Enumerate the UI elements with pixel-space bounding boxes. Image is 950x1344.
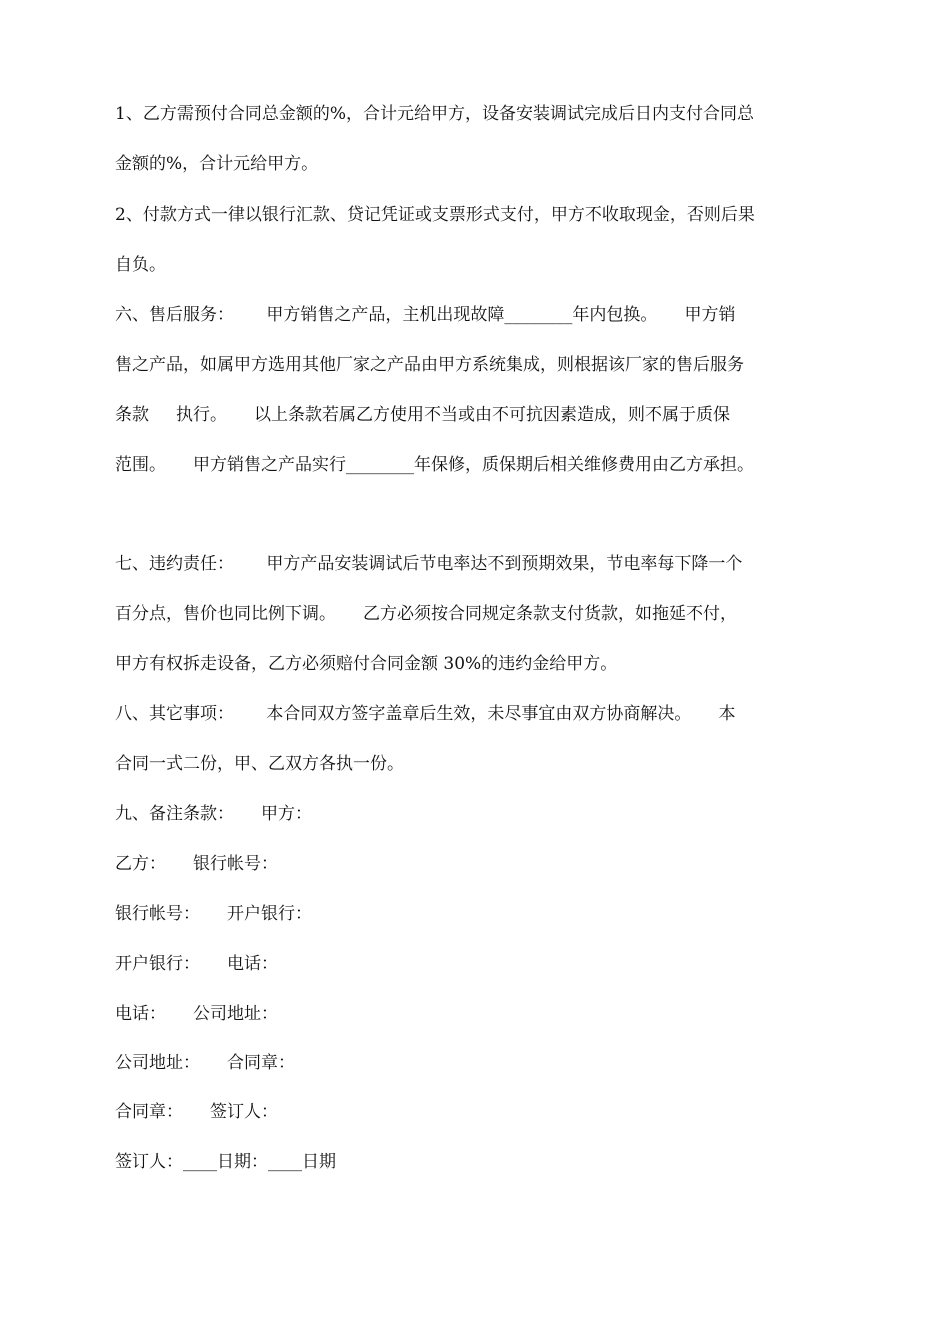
after-sales-line-4: 范围。 甲方销售之产品实行________年保修，质保期后相关维修费用由乙方承担。 — [115, 455, 755, 475]
signature-date-line: 签订人：____日期：____日期 — [115, 1152, 336, 1172]
signature-line-3: 开户银行： 电话： — [115, 954, 279, 974]
signature-line-4: 电话： 公司地址： — [115, 1004, 279, 1024]
payment-clause-2-line-2: 自负。 — [115, 255, 166, 275]
signature-line-6: 合同章： 签订人： — [115, 1102, 279, 1122]
payment-clause-1-line-2: 金额的%，合计元给甲方。 — [115, 154, 319, 174]
other-matters-line-1: 八、其它事项： 本合同双方签字盖章后生效，未尽事宜由双方协商解决。 本 — [115, 704, 736, 724]
after-sales-line-2: 售之产品，如属甲方选用其他厂家之产品由甲方系统集成，则根据该厂家的售后服务 — [115, 355, 744, 375]
remarks-line: 九、备注条款： 甲方： — [115, 804, 313, 824]
liability-line-3: 甲方有权拆走设备，乙方必须赔付合同金额 30%的违约金给甲方。 — [115, 654, 618, 674]
liability-line-1: 七、违约责任： 甲方产品安装调试后节电率达不到预期效果，节电率每下降一个 — [115, 554, 743, 574]
signature-line-1: 乙方： 银行帐号： — [115, 854, 279, 874]
signature-line-5: 公司地址： 合同章： — [115, 1053, 296, 1073]
other-matters-line-2: 合同一式二份，甲、乙双方各执一份。 — [115, 754, 404, 774]
after-sales-line-1: 六、售后服务： 甲方销售之产品，主机出现故障________年内包换。 甲方销 — [115, 305, 736, 325]
payment-clause-2-line-1: 2、付款方式一律以银行汇款、贷记凭证或支票形式支付，甲方不收取现金，否则后果 — [115, 205, 755, 225]
payment-clause-1-line-1: 1、乙方需预付合同总金额的%，合计元给甲方，设备安装调试完成后日内支付合同总 — [115, 104, 754, 124]
liability-line-2: 百分点，售价也同比例下调。 乙方必须按合同规定条款支付货款，如拖延不付， — [115, 604, 738, 624]
signature-line-2: 银行帐号： 开户银行： — [115, 904, 313, 924]
after-sales-line-3: 条款 执行。 以上条款若属乙方使用不当或由不可抗因素造成，则不属于质保 — [115, 405, 731, 425]
